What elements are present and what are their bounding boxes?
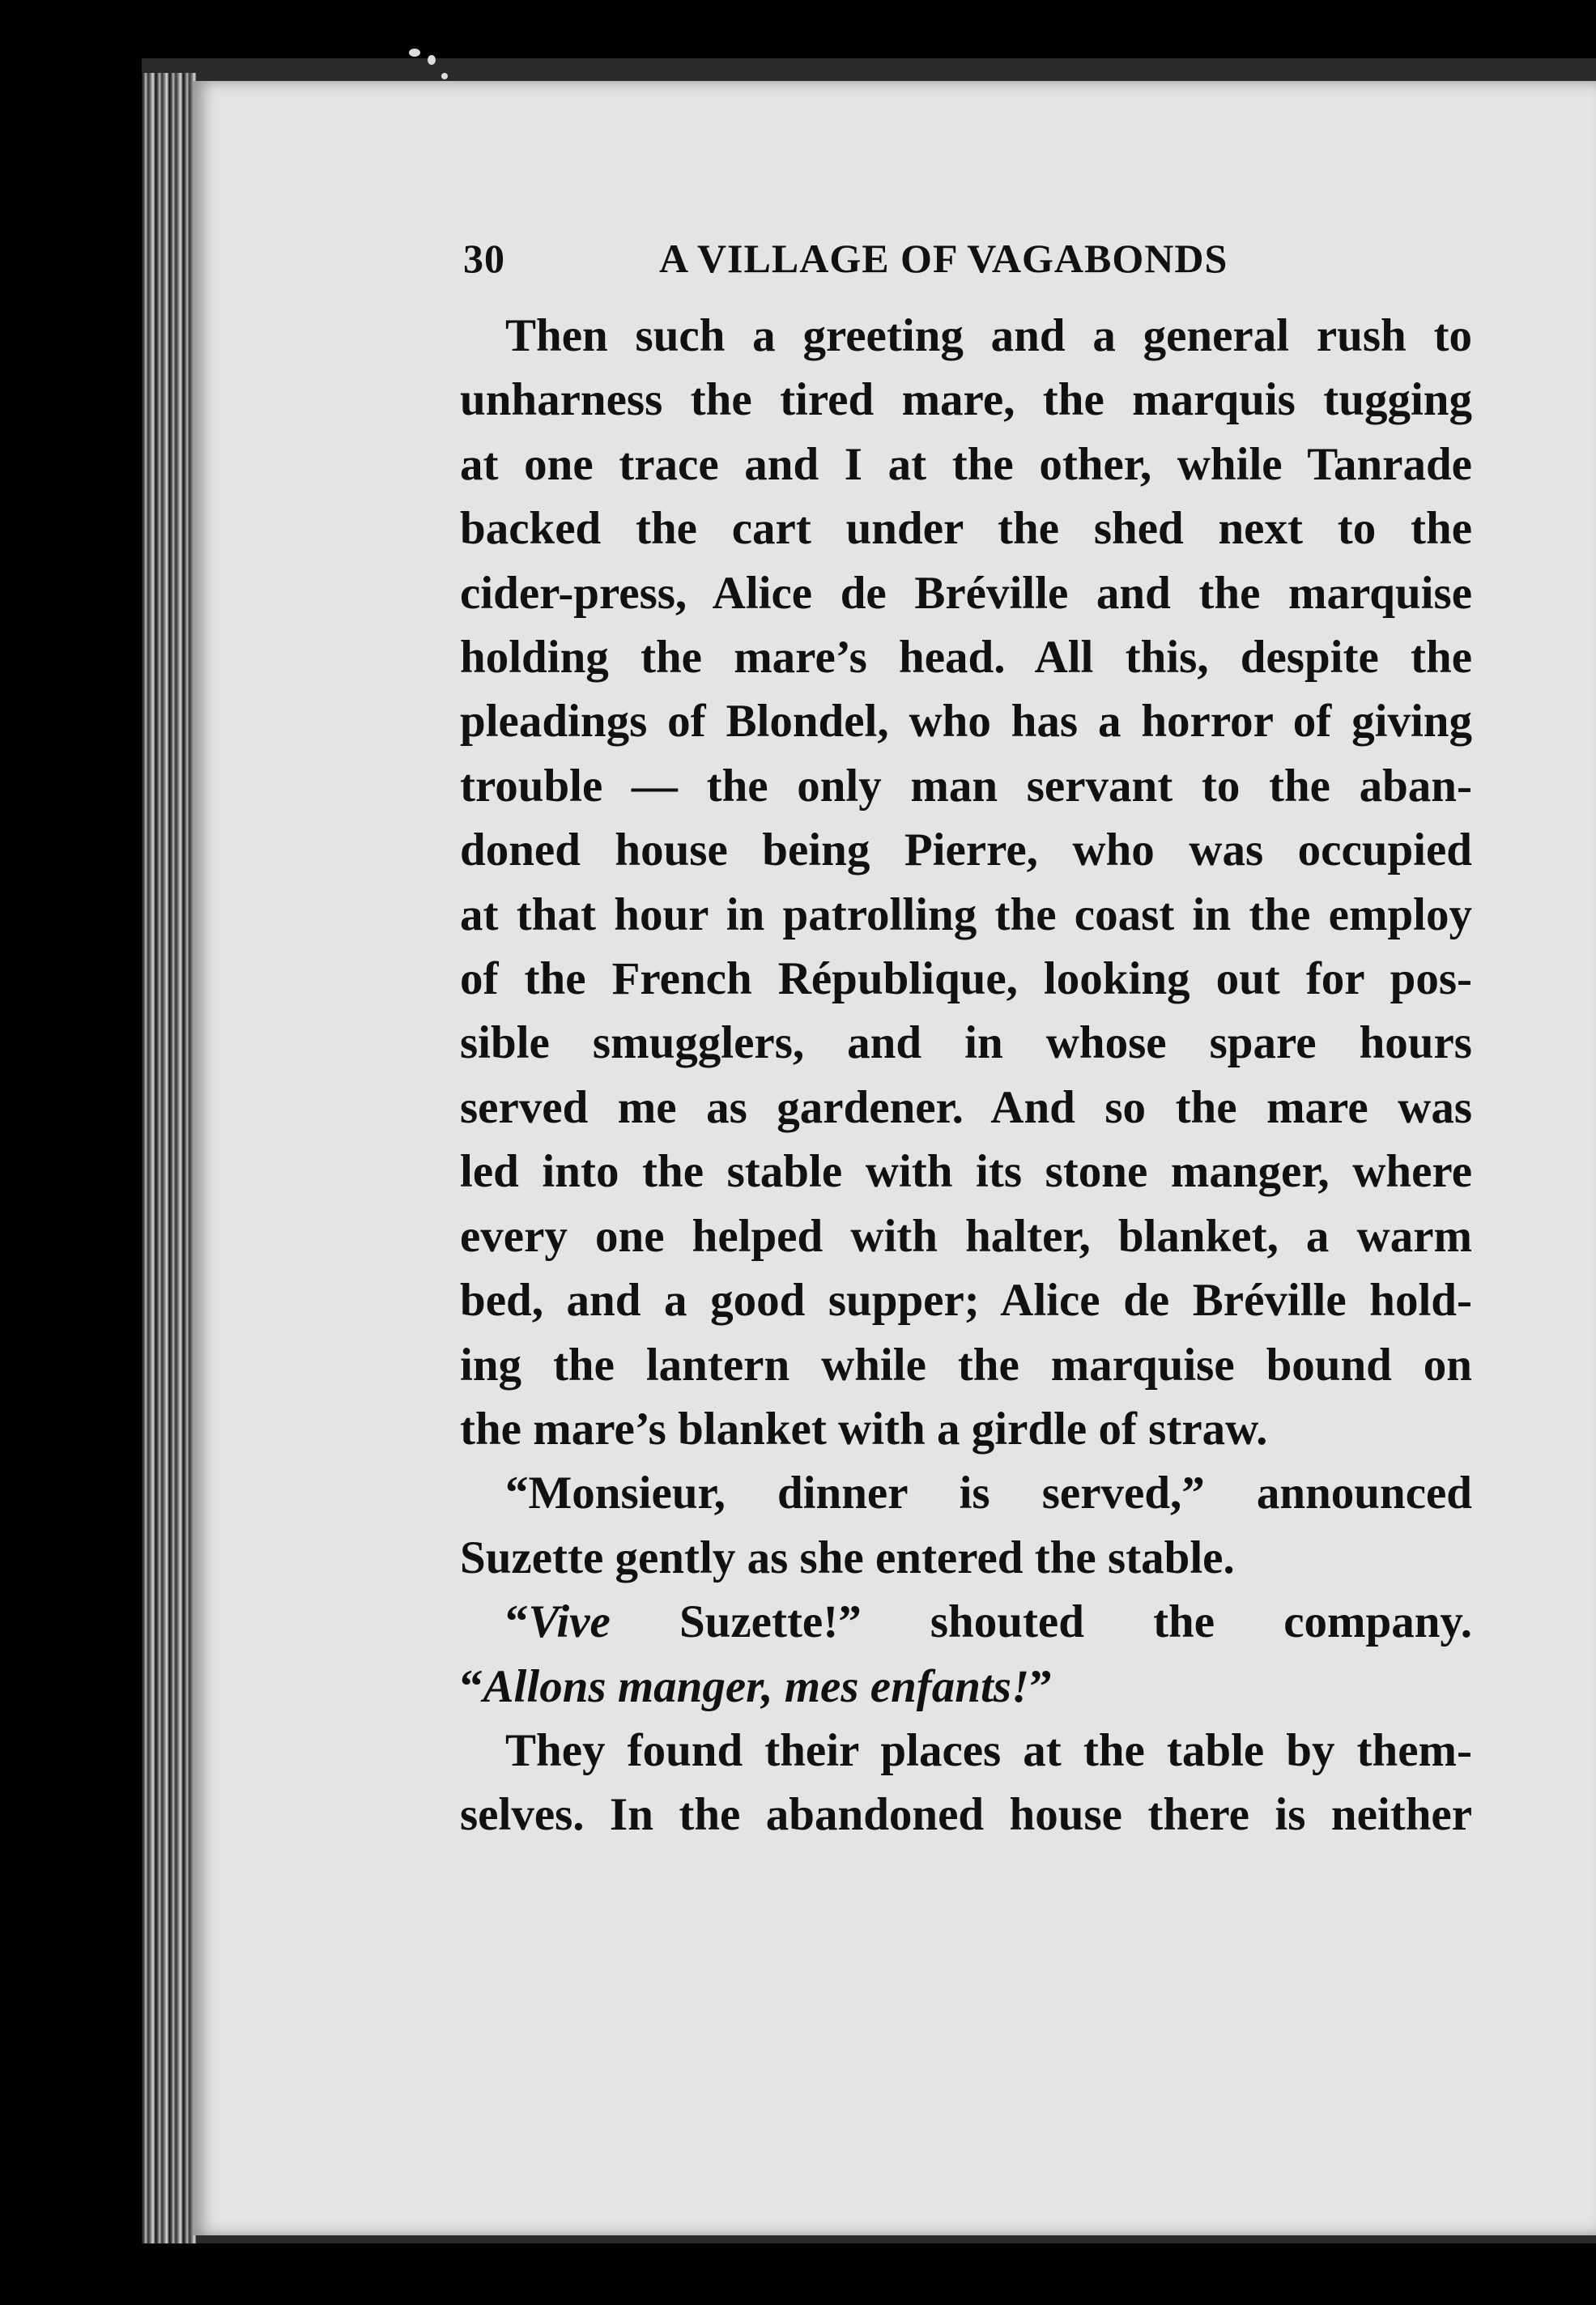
italic-text: Allons manger, mes enfants! [483, 1660, 1030, 1712]
bottom-shadow [142, 2243, 1596, 2305]
close-quote: ” [1029, 1660, 1053, 1712]
text-line: led into the stable with its stone manger, where [460, 1146, 1472, 1198]
text-line: selves. In the abandoned house there is neither [460, 1789, 1472, 1841]
text-line: cider-press, Alice de Bréville and the marquise [460, 567, 1472, 619]
text-line: every one helped with halter, blanket, a warm [460, 1210, 1472, 1262]
text-line: trouble — the only man servant to the aban- [460, 760, 1472, 812]
page-edges [142, 73, 198, 2243]
text-run: Suzette!” shouted the company. [610, 1596, 1472, 1648]
text-line: served me as gardener. And so the mare was [460, 1081, 1472, 1133]
book-title: A VILLAGE OF VAGABONDS [659, 236, 1228, 281]
text-line: “Monsieur, dinner is served,” announced [505, 1468, 1472, 1519]
open-quote: “ [505, 1596, 529, 1648]
text-line: pleadings of Blondel, who has a horror of giving [460, 696, 1472, 748]
text-line: They found their places at the table by them- [505, 1724, 1472, 1776]
text-line [460, 1655, 1472, 1719]
page-number: 30 [463, 236, 505, 281]
speck [428, 55, 436, 65]
text-line: Then such a greeting and a general rush to [505, 310, 1472, 361]
running-head [463, 235, 1281, 283]
italic-text: Vive [528, 1596, 611, 1648]
speck [441, 73, 448, 79]
text-line: at one trace and I at the other, while Tanrade [460, 438, 1472, 490]
text-line: bed, and a good supper; Alice de Bréville hold- [460, 1275, 1472, 1327]
text-line: sible smugglers, and in whose spare hours [460, 1017, 1472, 1069]
open-quote: “ [460, 1660, 483, 1712]
text-line: ing the lantern while the marquise bound on [460, 1339, 1472, 1391]
text-line: doned house being Pierre, who was occupied [460, 824, 1472, 876]
text-line: of the French République, looking out for pos- [460, 953, 1472, 1005]
text-line: at that hour in patrolling the coast in the employ [460, 888, 1472, 940]
text-line: Suzette gently as she entered the stable. [460, 1532, 1235, 1583]
paragraph-1 [460, 304, 1472, 1461]
text-line [460, 1590, 1472, 1654]
speck [409, 49, 420, 57]
text-line: backed the cart under the shed next to the [460, 503, 1472, 555]
text-line: holding the mare’s head. All this, despite the [460, 632, 1472, 684]
paragraph-2 [460, 1461, 1472, 1590]
text-line: the mare’s blanket with a girdle of straw. [460, 1403, 1268, 1455]
paragraph-3 [460, 1590, 1472, 1719]
text-line: unharness the tired mare, the marquis tugging [460, 374, 1472, 426]
paragraph-4 [460, 1719, 1472, 1847]
body-text [460, 304, 1472, 1847]
